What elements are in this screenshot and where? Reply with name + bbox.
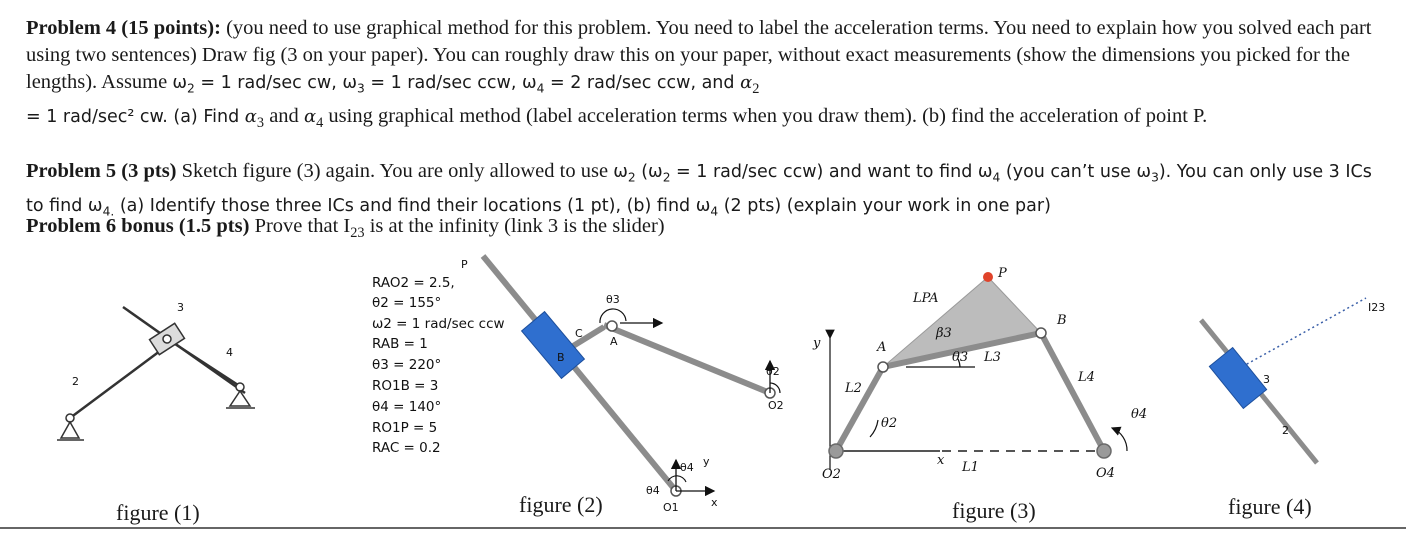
fig2-link-2 bbox=[604, 325, 770, 393]
problem-4-text: (you need to use graphical method for this problem. You need to label the acceleration terms. You need to explain how you solved each part using two sentences) Draw fig (3 on your paper). You can roughly draw this on your paper, without exact measurements (show the dimensions you picked for the lengths). Assume bbox=[26, 17, 1372, 93]
fig2-label-theta4-upper: θ4 bbox=[680, 461, 694, 474]
caption-figure-2: figure (2) bbox=[519, 492, 603, 517]
fig3-label-beta3: β3 bbox=[936, 326, 952, 341]
fig3-label-L4: L4 bbox=[1078, 370, 1095, 385]
fig3-label-L2: L2 bbox=[845, 381, 862, 396]
fig2-label-C: C bbox=[575, 327, 583, 340]
caption-figure-4: figure (4) bbox=[1228, 494, 1312, 519]
fig1-label-4: 4 bbox=[226, 346, 233, 359]
fig2-label-O1: O1 bbox=[663, 501, 679, 514]
fig2-label-theta3: θ3 bbox=[606, 293, 620, 306]
fig2-label-x: x bbox=[711, 496, 718, 509]
svg-text:RAO2 = 2.5,: RAO2 = 2.5, bbox=[372, 275, 455, 291]
fig2-label-O2: O2 bbox=[768, 399, 784, 412]
fig3-label-O2: O2 bbox=[822, 467, 841, 482]
problem-5-heading: Problem 5 (3 pts) bbox=[26, 160, 177, 182]
fig3-link-4 bbox=[1041, 333, 1104, 451]
figure-1 bbox=[57, 301, 255, 440]
problem-6-heading: Problem 6 bonus (1.5 pts) bbox=[26, 215, 250, 237]
fig4-label-2: 2 bbox=[1282, 424, 1289, 437]
fig3-pin-B bbox=[1036, 328, 1046, 338]
fig3-label-theta3: θ3 bbox=[952, 350, 969, 365]
fig2-parameter-list bbox=[372, 275, 505, 456]
fig2-label-theta2: θ2 bbox=[766, 365, 780, 378]
fig4-label-3: 3 bbox=[1263, 373, 1270, 386]
svg-text:θ3 = 220°: θ3 = 220° bbox=[372, 357, 442, 373]
fig3-label-L1: L1 bbox=[962, 460, 979, 475]
fig2-label-B: B bbox=[557, 351, 565, 364]
fig3-label-A: A bbox=[877, 340, 887, 355]
fig3-label-B: B bbox=[1057, 313, 1067, 328]
figure-3 bbox=[812, 266, 1147, 482]
problem-4: Problem 4 (15 points): (you need to use graphical method for this problem. You need to label the acceleration terms. You need to explain how you solved each part using two sentences) Draw fig (3 on your paper). You can roughly draw this on your paper, without exact measurements (show the dimensions you picked for the lengths). Assume $\omega_2 = 1$ rad/sec cw, $\omega_3 = 1$ rad/sec ccw, $\omega_4 = 2$ rad/sec ccw, and $\alpha_2$ = 1 rad/sec² cw. (a) Find $\alpha_3$ and $\alpha_4$ using graphical method (label acceleration terms when you draw them). (b) find the acceleration of point P. bbox=[26, 17, 1372, 132]
fig2-label-y: y bbox=[703, 455, 710, 468]
fig3-label-LPA: LPA bbox=[913, 291, 939, 306]
svg-text:ω2 = 1 rad/sec ccw: ω2 = 1 rad/sec ccw bbox=[372, 316, 505, 332]
caption-figure-1: figure (1) bbox=[116, 500, 200, 525]
fig4-ic-line bbox=[1238, 298, 1366, 369]
fig4-slider-3 bbox=[1209, 348, 1266, 409]
fig3-label-P: P bbox=[998, 266, 1007, 281]
svg-text:RAC = 0.2: RAC = 0.2 bbox=[372, 440, 441, 456]
fig3-label-x: x bbox=[937, 453, 945, 468]
fig3-pin-O2 bbox=[829, 444, 843, 458]
problem-4-heading: Problem 4 (15 points): bbox=[26, 17, 221, 39]
problem-6: Problem 6 bonus (1.5 pts) Prove that $I_{23}$ is at the infinity (link 3 is the slider) bbox=[26, 215, 665, 242]
figure-2 bbox=[372, 256, 784, 514]
fig2-link-4 bbox=[483, 256, 676, 491]
svg-text:RO1P = 5: RO1P = 5 bbox=[372, 420, 438, 436]
fig4-label-I23: I23 bbox=[1368, 301, 1386, 314]
fig2-label-P: P bbox=[461, 258, 468, 271]
fig3-point-P bbox=[983, 272, 993, 282]
fig3-label-O4: O4 bbox=[1096, 466, 1115, 481]
fig3-label-theta2: θ2 bbox=[881, 416, 898, 431]
svg-text:RAB = 1: RAB = 1 bbox=[372, 336, 428, 352]
fig3-pin-O4 bbox=[1097, 444, 1111, 458]
caption-figure-3: figure (3) bbox=[952, 498, 1036, 523]
fig3-pin-A bbox=[878, 362, 888, 372]
fig3-label-theta4: θ4 bbox=[1131, 407, 1148, 422]
problem-5: Problem 5 (3 pts) Sketch figure (3) again. You are only allowed to use $\omega_2$ ($\omega_2 = 1$ rad/sec ccw) and want to find $\omega_4$ (you can’t use $\omega_3$). You can only use 3 ICs to find $\omega_{4.}$ (a) Identify those three ICs and find their locations (1 pt), (b) find $\omega_4$ (2 pts) (explain your work in one par) bbox=[26, 160, 1372, 218]
fig3-label-L3: L3 bbox=[984, 350, 1001, 365]
fig1-link-2 bbox=[70, 342, 172, 418]
fig2-pin-A bbox=[607, 321, 617, 331]
fig2-label-A: A bbox=[610, 335, 618, 348]
fig3-label-y: y bbox=[813, 336, 821, 351]
fig1-label-2: 2 bbox=[72, 375, 79, 388]
svg-text:RO1B = 3: RO1B = 3 bbox=[372, 378, 439, 394]
fig1-label-3: 3 bbox=[177, 301, 184, 314]
fig2-label-theta4: θ4 bbox=[646, 484, 660, 497]
figure-4 bbox=[1201, 298, 1385, 463]
fig3-link-2 bbox=[836, 367, 883, 451]
svg-text:θ4 = 140°: θ4 = 140° bbox=[372, 399, 442, 415]
svg-text:θ2 = 155°: θ2 = 155° bbox=[372, 295, 442, 311]
